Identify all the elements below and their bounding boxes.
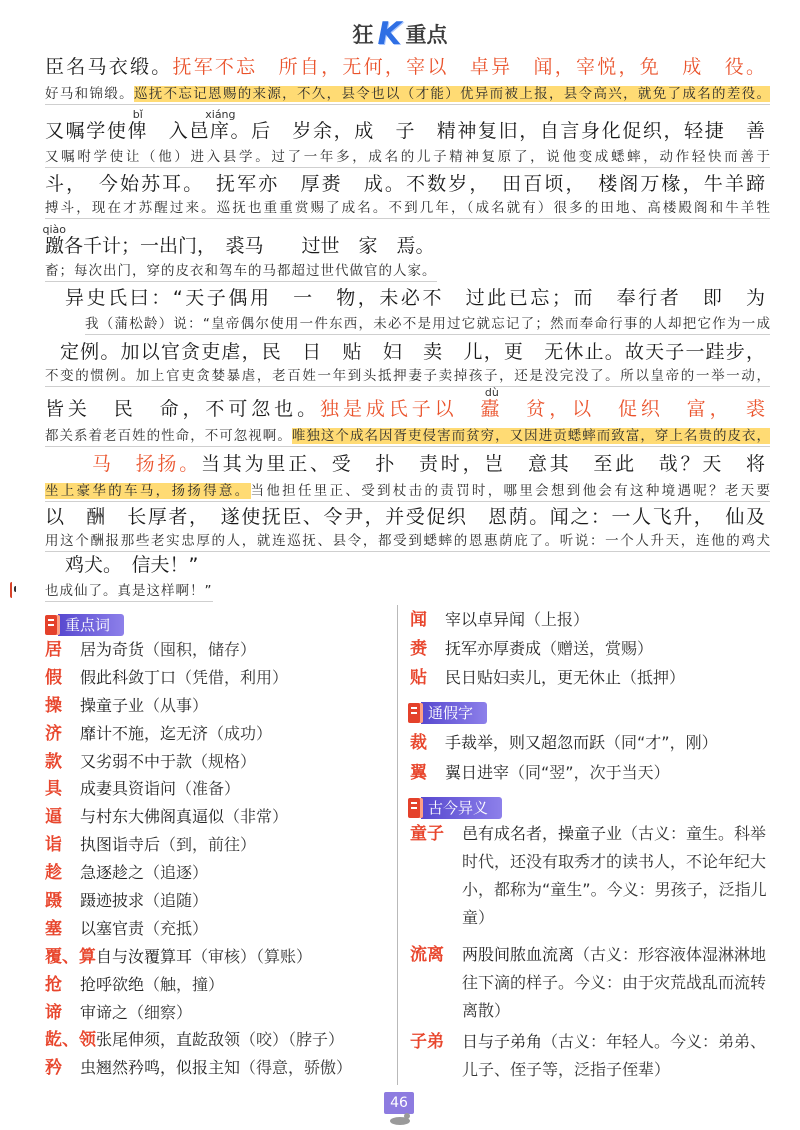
section-title-key-words: 重点词 [58,614,124,636]
example-sentence: 成妻具资诣问 [80,779,177,799]
meaning-note: （到，前往） [160,835,257,855]
headword: 流离 [410,945,444,965]
key-word-item [45,1026,390,1054]
tongjia-list [410,728,775,788]
gujin-explanation [462,941,775,1025]
headword: 谛 [45,1002,62,1023]
meaning-note: （从事） [144,695,209,715]
headword: 蹑 [45,891,62,912]
meaning-note: （准备） [176,779,241,799]
meaning-note: （规格） [192,751,257,771]
tongjia-item [410,728,775,758]
headword: 趁 [45,863,62,884]
translation-line-6 [45,366,770,387]
section-header-tongjia [408,702,487,724]
gujin-item [410,820,775,932]
book-icon [45,615,60,635]
text-segment: 以 酬 长厚者， 遂使抚臣、令尹，并受促织 恩荫。闻之：一人飞升， 仙及 [45,506,765,528]
key-word-item [45,971,390,999]
headword: 逼 [45,807,62,828]
headword: 抢 [45,974,62,995]
example-sentence: 靡计不施，迄无济 [80,723,209,743]
text-segment: 不变的惯例。加上官吏贪婪暴虐，老百姓一年到头抵押妻子卖掉孩子，还是没完没了。所以皇帝的一举一动， [45,368,770,384]
meaning-note: （囤积，储存） [144,640,257,659]
gujin-explanation [462,1028,775,1084]
example-sentence: 又劣弱不中于款 [80,751,193,771]
key-word-item [45,636,390,664]
headword: 款 [45,751,62,772]
text-segment: 斗， 今始苏耳。 抚军亦 厚赉 成。不数岁， 田百顷， 楼阁万椽，牛羊蹄 [45,173,765,195]
headword: 闻 [410,610,427,630]
meaning-note: （追随） [144,891,209,911]
meaning-note: （细察） [128,1002,193,1022]
text-segment: 当他担任里正、受到杖击的责罚时，哪里会想到他会有这种境遇呢？老天要 [250,483,771,499]
example-sentence: 假此科敛丁口 [80,667,177,687]
meaning-note: （凭借，利用） [176,667,289,687]
text-segment: 皆关 民 命，不可忽也。 [45,398,321,420]
highlighted-translation: 巡抚不忘记恩赐的来源，不久，县令也以（才能）优异而被上报，县令高兴，就免了成名的差役。 [133,86,770,102]
example-sentence: 与村东大佛阁真逼似 [80,807,225,827]
section-header-gujin [408,797,502,819]
key-word-item [410,663,775,692]
margin-mark-icon [10,582,16,598]
text-segment: 当其为里正、受 扑 责时，岂 意其 至此 哉？天 将 [201,453,765,475]
bird-decoration-icon [390,1117,410,1125]
text-segment: 又嘱学使俾 入邑庠。后 岁余，成 子 精神复旧，自言身化促织，轻捷 善 [45,120,765,142]
pinyin-qiao: qiào [42,223,67,236]
text-segment: 又嘱咐学使让（他）进入县学。过了一年多，成名的儿子精神复原了，说他变成蟋蟀，动作轻快而善于 [45,149,770,165]
translation-line-10 [45,581,213,602]
key-words-list-continued [410,605,775,692]
key-word-item [45,859,390,887]
text-segment: 我（蒲松龄）说：“皇帝偶尔使用一件东西，未必不是用过它就忘记了；然而奉命行事的人却把它作为一成 [85,316,770,332]
meaning-note: （赠送，赏赐） [541,639,654,658]
text-segment: 鸡犬。 信夫！” [65,554,199,576]
gujin-item [410,1028,775,1084]
example-sentence: 居为奇货 [80,640,145,659]
meaning-note: （古义：形容液体湿淋淋地往下滴的样子。今义：由于灾荒战乱而流转离散） [462,945,767,1020]
meaning-note: （追逐） [144,863,209,883]
book-icon [408,798,423,818]
original-line-1 [45,55,765,79]
meaning-note: （非常） [224,807,289,827]
meaning-note: （古义：童生。科举时代，还没有取秀才的读书人，不论年纪大小，都称为“童生”。今义：男孩子，泛指儿童） [462,824,767,927]
headword: 诣 [45,835,62,856]
example-sentence: 宰以卓异闻 [445,610,526,629]
text-segment: 定例。加以官贪吏虐，民 日 贴 妇 卖 儿，更 无休止。故天子一跬步， [60,341,765,363]
original-line-5 [65,286,765,310]
headword: 具 [45,779,62,800]
text-segment: 搏斗，现在才苏醒过来。巡抚也重重赏赐了成名。不到几年，（成名就有）很多的田地、高楼殿阁和牛羊牲 [45,200,770,216]
text-segment: 异史氏曰：“天子偶用 一 物，未必不 过此已忘；而 奉行者 即 为 [65,287,765,309]
key-word-item [45,943,390,971]
example-sentence: 蹑迹披求 [80,891,145,911]
example-sentence: 张尾伸须，直龁敌领 [96,1030,241,1050]
meaning-note: （同“才”，刚） [605,733,718,752]
translation-line-8 [45,481,770,502]
key-words-list [45,636,390,1082]
example-sentence: 翼日进宰 [445,763,510,782]
headword: 翼 [410,763,427,783]
headword: 子弟 [410,1032,444,1052]
text-segment: 好马和锦缎。 [45,86,134,102]
original-line-8 [92,452,765,476]
section-title-tongjia: 通假字 [421,702,487,724]
meaning-note: （得意，骄傲） [240,1058,353,1078]
highlighted-translation: 唯独这个成名因胥吏侵害而贫穷，又因进贡蟋蟀而致富，穿上名贵的皮衣， [291,428,771,444]
translation-line-7 [45,426,770,447]
headword: 塞 [45,918,62,939]
red-key-sentence: 抚军不忘 所自，无何，宰以 卓异 闻，宰悦，免 成 役。 [172,56,765,78]
meaning-note: （充抵） [144,918,209,938]
original-line-4 [45,234,435,258]
meaning-note: （咬）（脖子） [240,1030,345,1050]
example-sentence: 以塞官责 [80,918,145,938]
headword: 覆、算 [45,946,96,967]
original-line-2 [45,119,765,143]
meaning-note: （上报） [525,610,590,629]
key-word-item [410,634,775,663]
headword: 贴 [410,668,427,688]
original-line-7 [45,397,765,421]
key-word-item [45,692,390,720]
brand-text-1: 狂 [352,23,374,47]
meaning-note: （成功） [208,723,273,743]
meaning-note: （触，撞） [144,974,225,994]
meaning-note: （同“翌”，次于当天） [509,763,670,782]
example-sentence: 执图诣寺后 [80,835,161,855]
example-sentence: 急逐趁之 [80,863,145,883]
text-segment: 躈各千计；一出门， 裘马 过世 家 焉。 [45,235,435,257]
example-sentence: 操童子业 [80,695,145,715]
example-sentence: 民日贴妇卖儿，更无休止 [445,668,622,687]
highlighted-translation: 坐上豪华的车马，扬扬得意。 [45,483,251,499]
example-sentence: 抢呼欲绝 [80,974,145,994]
meaning-note: （抵押） [621,668,686,687]
headword: 裁 [410,733,427,753]
key-word-item [45,831,390,859]
headword: 假 [45,667,62,688]
book-icon [408,703,423,723]
section-title-gujin: 古今异义 [421,797,502,819]
text-segment: 畜；每次出门，穿的皮衣和驾车的马都超过世代做官的人家。 [45,263,437,279]
headword: 赉 [410,639,427,659]
translation-line-5 [85,314,770,335]
example-sentence: 手裁举，则又超忽而跃 [445,733,606,752]
original-line-10 [65,553,198,577]
headword: 龁、领 [45,1030,96,1051]
translation-line-2 [45,147,770,168]
original-line-3 [45,172,765,196]
key-word-item [45,803,390,831]
example-sentence: 邑有成名者，操童子业 [462,824,623,843]
pinyin-du: dù [484,386,499,399]
headword: 济 [45,723,62,744]
key-word-item [45,887,390,915]
section-header-key-words [45,614,124,636]
example-sentence: 两股间脓血流离 [462,945,575,964]
column-divider [397,605,398,1085]
original-line-9 [45,505,765,529]
text-segment: 也成仙了。真是这样啊！” [45,583,213,599]
brand-text-2: 重点 [405,23,448,47]
example-sentence: 审谛之 [80,1002,129,1022]
key-word-item [410,605,775,634]
example-sentence: 自与汝覆算耳 [96,946,193,966]
text-segment: 用这个酬报那些老实忠厚的人，就连巡抚、县令，都受到蟋蟀的恩惠荫庇了。听说：一个人升天，连他的鸡犬 [45,533,770,549]
headword: 矜 [45,1058,62,1079]
text-segment: 臣名马衣缎。 [45,56,173,78]
key-word-item [45,915,390,943]
pinyin-xiang: xiáng [205,108,236,121]
headword: 童子 [410,824,444,844]
gujin-item [410,941,775,1025]
example-sentence: 抚军亦厚赉成 [445,639,542,658]
page-number: 46 [384,1092,414,1114]
headword: 操 [45,695,62,716]
headword: 居 [45,640,62,660]
translation-line-1 [45,84,770,105]
key-word-item [45,664,390,692]
pinyin-bi: bǐ [132,108,143,121]
brand-k-logo: K [377,16,402,52]
tongjia-item [410,758,775,788]
translation-line-9 [45,531,770,552]
key-word-item [45,999,390,1027]
meaning-note: （审核）（算账） [192,946,313,966]
text-segment: 都关系着老百姓的性命，不可忽视啊。 [45,428,292,444]
translation-line-4 [45,261,437,282]
key-word-item [45,748,390,776]
red-key-sentence: 独是成氏子以 蠹 贫，以 促织 富， 裘 [320,398,765,420]
key-word-item [45,720,390,748]
meaning-note: （古义：年轻人。今义：弟弟、儿子、侄子等，泛指子侄辈） [462,1032,767,1079]
key-word-item [45,775,390,803]
example-sentence: 日与子弟角 [462,1032,543,1051]
red-key-sentence: 马 扬扬。 [92,453,201,475]
gujin-explanation [462,820,775,932]
brand-header [0,18,800,51]
example-sentence: 虫翘然矜鸣，似报主知 [80,1058,241,1078]
key-word-item [45,1054,390,1082]
original-line-6 [60,340,765,364]
translation-line-3 [45,198,770,219]
